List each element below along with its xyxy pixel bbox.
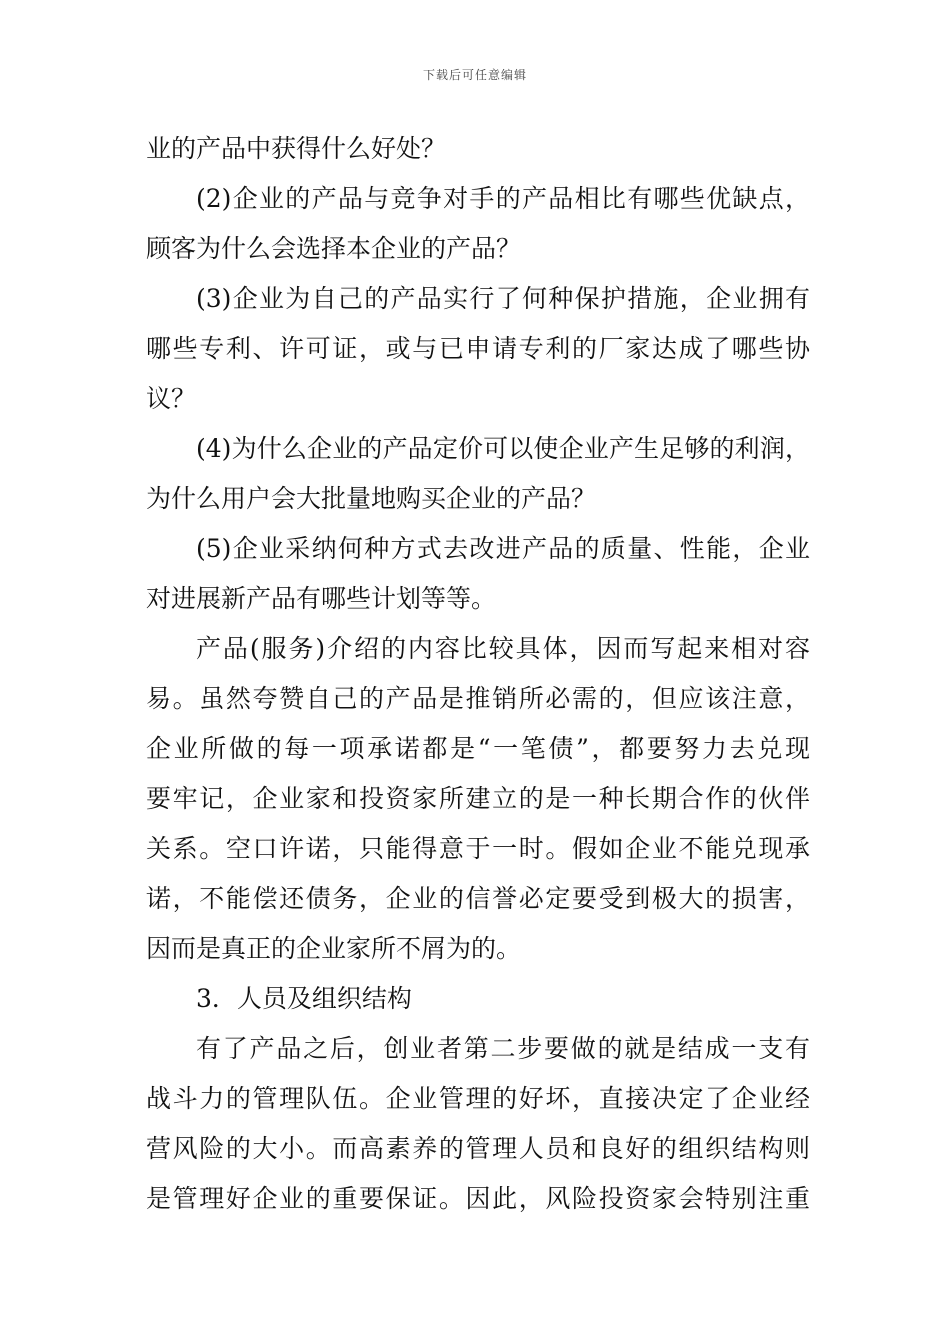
text-line: 诺，不能偿还债务，企业的信誉必定要受到极大的损害， (146, 884, 810, 913)
text-line: (2)企业的产品与竞争对手的产品相比有哪些优缺点， (196, 184, 810, 213)
text-line: 易。虽然夸赞自己的产品是推销所必需的，但应该注意， (146, 684, 810, 713)
section-heading: 3．人员及组织结构 (196, 984, 412, 1013)
page-header: 下载后可任意编辑 (422, 68, 527, 82)
text-line: 关系。空口许诺，只能得意于一时。假如企业不能兑现承 (146, 834, 810, 863)
text-line: 是管理好企业的重要保证。因此，风险投资家会特别注重 (146, 1184, 810, 1213)
text-line: (4)为什么企业的产品定价可以使企业产生足够的利润， (196, 434, 810, 463)
text-line: 因而是真正的企业家所不屑为的。 (146, 934, 522, 963)
text-line: 哪些专利、许可证，或与已申请专利的厂家达成了哪些协 (146, 334, 810, 363)
text-line: 战斗力的管理队伍。企业管理的好坏，直接决定了企业经 (146, 1084, 810, 1113)
document-body (146, 124, 810, 1224)
text-line: 要牢记，企业家和投资家所建立的是一种长期合作的伙伴 (146, 784, 810, 813)
text-line: 业的产品中获得什么好处？ (146, 134, 447, 163)
text-line: (5)企业采纳何种方式去改进产品的质量、性能，企业 (196, 534, 810, 563)
text-line: 议？ (146, 384, 197, 413)
text-line: 为什么用户会大批量地购买企业的产品？ (146, 484, 597, 513)
text-line: 有了产品之后，创业者第二步要做的就是结成一支有 (196, 1034, 810, 1063)
text-line: 对进展新产品有哪些计划等等。 (146, 584, 497, 613)
text-line: 产品(服务)介绍的内容比较具体，因而写起来相对容 (196, 634, 810, 663)
text-line: 营风险的大小。而高素养的管理人员和良好的组织结构则 (146, 1134, 810, 1163)
text-line: (3)企业为自己的产品实行了何种保护措施，企业拥有 (196, 284, 810, 313)
text-line: 企业所做的每一项承诺都是“一笔债”，都要努力去兑现 (146, 734, 810, 763)
text-line: 顾客为什么会选择本企业的产品？ (146, 234, 522, 263)
